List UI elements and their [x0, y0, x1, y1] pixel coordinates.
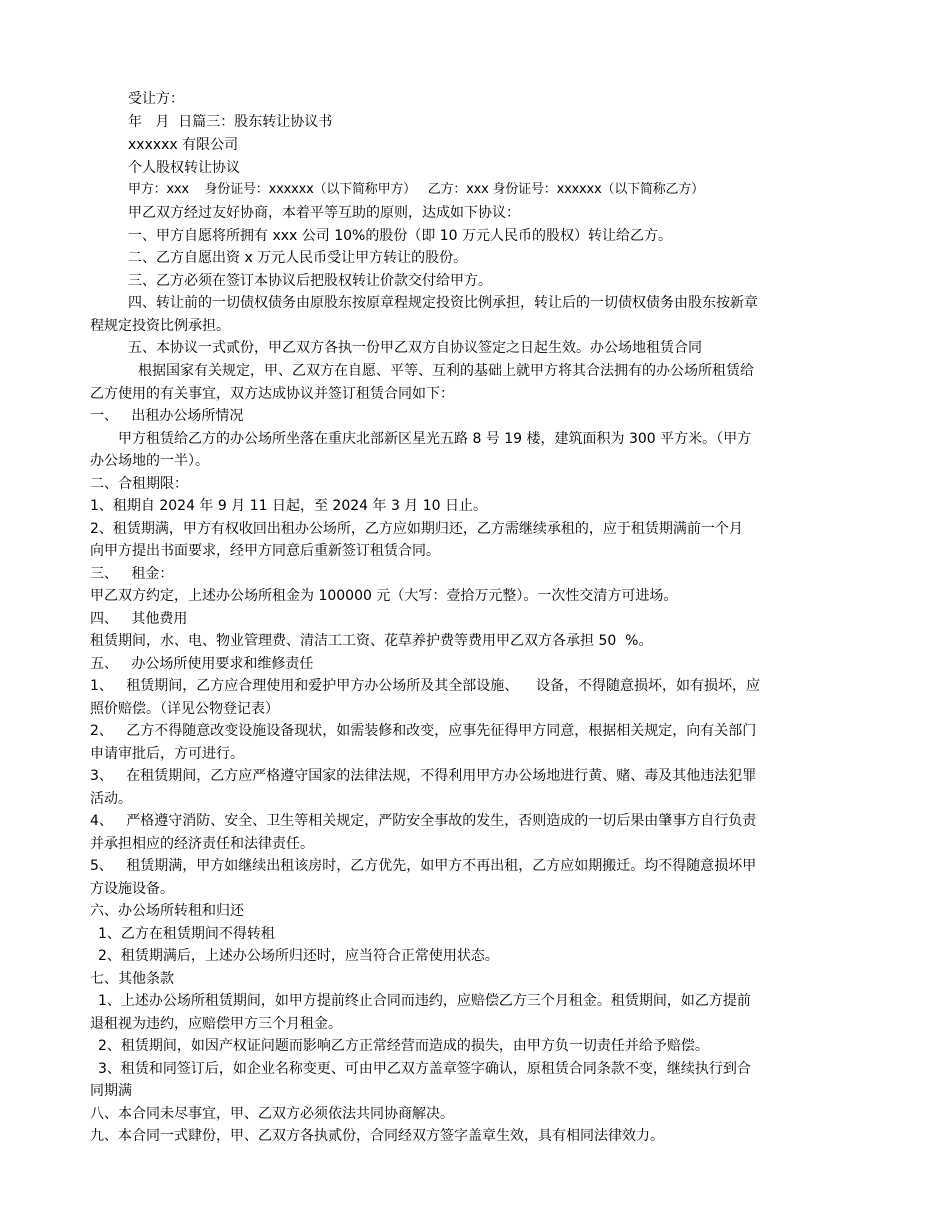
text-line: 九、本合同一式肆份，甲、乙双方各执贰份，合同经双方签字盖章生效，具有相同法律效力。 — [90, 1128, 664, 1144]
text-line: 退租视为违约，应赔偿甲方三个月租金。 — [90, 1016, 342, 1032]
text-line: 1、上述办公场所租赁期间，如甲方提前终止合同而违约，应赔偿乙方三个月租金。租赁期间，如乙方提前 — [98, 993, 751, 1009]
text-line: 2、 乙方不得随意改变设施设备现状，如需装修和改变，应事先征得甲方同意，根据相关规定，向有关部门 — [90, 723, 757, 739]
text-line: 甲乙双方经过友好协商，本着平等互助的原则，达成如下协议： — [128, 205, 520, 221]
text-line: 5、 租赁期满，甲方如继续出租该房时，乙方优先，如甲方不再出租，乙方应如期搬迁。均不得随意损坏甲 — [90, 858, 757, 874]
text-line: 租赁期间，水、电、物业管理费、清洁工工资、花草养护费等费用甲乙双方各承担 50 %。 — [90, 633, 653, 649]
section-heading: 六、办公场所转租和归还 — [90, 903, 244, 919]
text-line: 甲方：xxx 身份证号：xxxxxx（以下简称甲方） 乙方：xxx 身份证号：xxxxxx（以下简称乙方） — [128, 182, 704, 197]
text-line: 3、 在租赁期间，乙方应严格遵守国家的法律法规，不得利用甲方办公场地进行黄、赌、毒及其他违法犯罪 — [90, 768, 757, 784]
text-line: 1、乙方在租赁期间不得转租 — [98, 926, 275, 942]
text-line: 个人股权转让协议 — [128, 160, 240, 176]
text-line: 并承担相应的经济责任和法律责任。 — [90, 836, 314, 852]
text-line: 4、 严格遵守消防、安全、卫生等相关规定，严防安全事故的发生，否则造成的一切后果由肇事方自行负责 — [90, 813, 757, 829]
text-line: 一、甲方自愿将所拥有 xxx 公司 10%的股份（即 10 万元人民币的股权）转让给乙方。 — [128, 228, 673, 244]
text-line: 年 月 日篇三：股东转让协议书 — [128, 114, 333, 130]
text-line: 五、本协议一式贰份，甲乙双方各执一份甲乙双方自协议签定之日起生效。办公场地租赁合同 — [128, 340, 702, 356]
text-line: 受让方： — [128, 91, 184, 107]
section-heading: 五、 办公场所使用要求和维修责任 — [90, 656, 314, 672]
text-line: 2、租赁期满后，上述办公场所归还时，应当符合正常使用状态。 — [98, 948, 499, 964]
text-line: 甲乙双方约定，上述办公场所租金为 100000 元（大写：壹拾万元整）。一次性交清方可进场。 — [90, 588, 678, 604]
section-heading: 七、其他条款 — [90, 971, 174, 987]
text-line: 1、租期自 2024 年 9 月 11 日起，至 2024 年 3 月 10 日止。 — [90, 498, 488, 514]
text-line: 三、乙方必须在签订本协议后把股权转让价款交付给甲方。 — [128, 273, 492, 289]
text-line: 照价赔偿。（详见公物登记表） — [90, 701, 279, 717]
text-line: 乙方使用的有关事宜，双方达成协议并签订租赁合同如下： — [90, 386, 454, 402]
text-line: 程规定投资比例承担。 — [90, 318, 230, 334]
text-line: 活动。 — [90, 791, 132, 807]
text-line: 办公场地的一半）。 — [90, 453, 209, 469]
text-line: xxxxxx 有限公司 — [128, 137, 239, 153]
section-heading: 二、合租期限： — [90, 476, 188, 492]
text-line: 3、租赁和同签订后，如企业名称变更、可由甲乙双方盖章签字确认，原租赁合同条款不变，继续执行到合 — [98, 1061, 751, 1077]
text-line: 根据国家有关规定，甲、乙双方在自愿、平等、互利的基础上就甲方将其合法拥有的办公场所租赁给 — [138, 363, 754, 379]
section-heading: 一、 出租办公场所情况 — [90, 408, 244, 424]
text-line: 2、租赁期满，甲方有权收回出租办公场所，乙方应如期归还，乙方需继续承租的，应于租赁期满前一个月 — [90, 521, 743, 537]
text-line: 二、乙方自愿出资 x 万元人民币受让甲方转让的股份。 — [128, 250, 468, 266]
text-line: 同期满 — [90, 1083, 132, 1099]
text-line: 甲方租赁给乙方的办公场所坐落在重庆北部新区星光五路 8 号 19 楼，建筑面积为 300 平方米。（甲方 — [118, 431, 752, 447]
text-line: 2、租赁期间，如因产权证问题而影响乙方正常经营而造成的损失，由甲方负一切责任并给予赔偿。 — [98, 1038, 709, 1054]
section-heading: 四、 其他费用 — [90, 611, 188, 627]
text-line: 八、本合同未尽事宜，甲、乙双方必须依法共同协商解决。 — [90, 1106, 454, 1122]
text-line: 方设施设备。 — [90, 881, 174, 897]
section-heading: 三、 租金： — [90, 566, 174, 582]
text-line: 四、转让前的一切债权债务由原股东按原章程规定投资比例承担，转让后的一切债权债务由股东按新章 — [128, 295, 758, 311]
text-line: 1、 租赁期间，乙方应合理使用和爱护甲方办公场所及其全部设施、 设备，不得随意损坏，如有损坏，应 — [90, 678, 761, 694]
text-line: 向甲方提出书面要求，经甲方同意后重新签订租赁合同。 — [90, 543, 440, 559]
text-line: 申请审批后，方可进行。 — [90, 746, 244, 762]
